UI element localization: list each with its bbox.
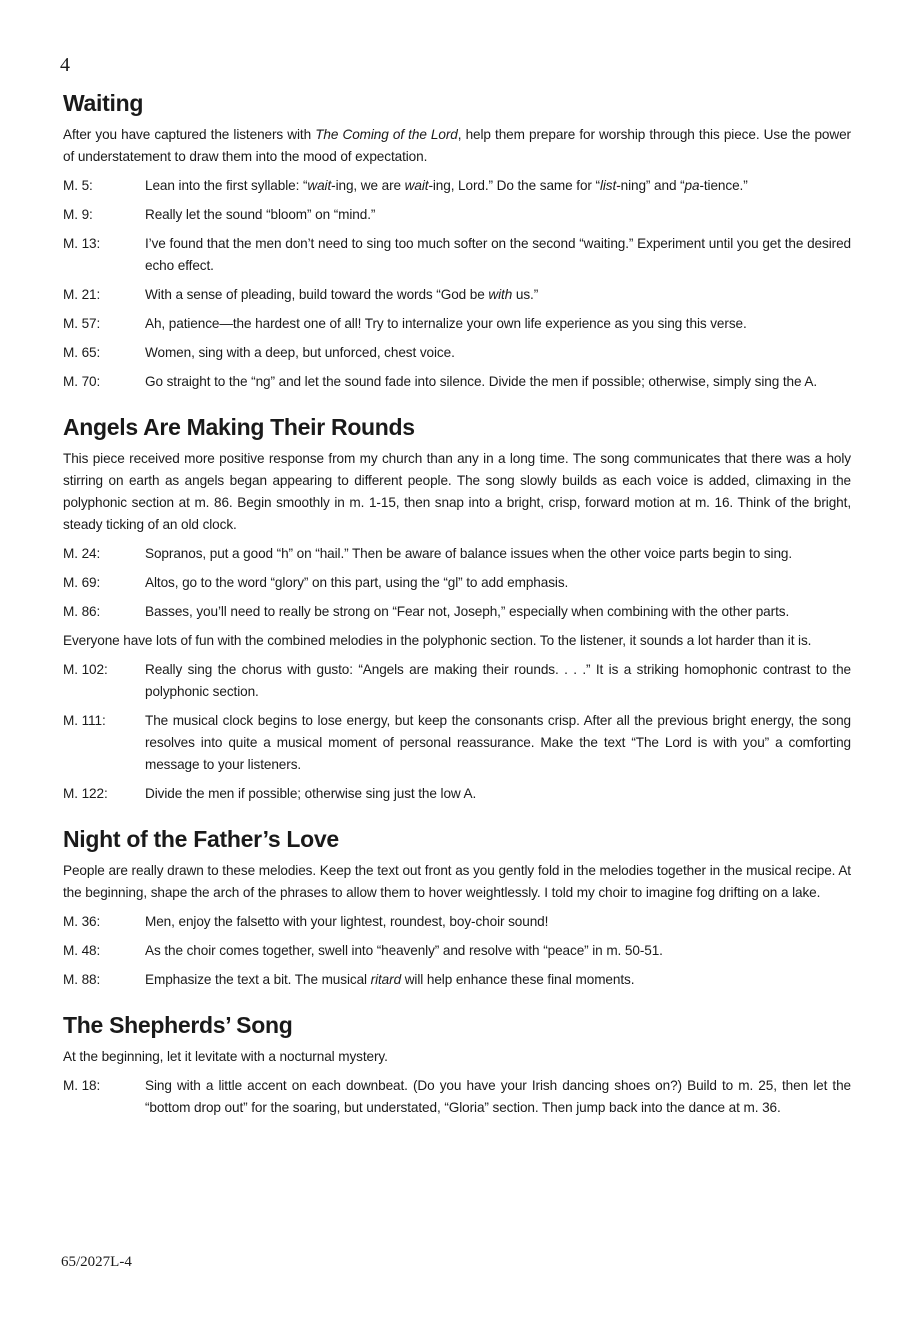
measure-note-text <box>145 284 851 306</box>
measure-note <box>63 175 851 197</box>
measure-note <box>63 371 851 393</box>
text-run: People are really drawn to these melodies. Keep the text out front as you gently fold in the melodies together in the musical recipe. At the beginning, shape the arch of the phrases to allow them to hover weightlessly. I told my choir to imagine fog drifting on a lake. <box>63 863 851 900</box>
measure-label: M. 24: <box>63 546 101 561</box>
measure-label: M. 69: <box>63 575 101 590</box>
text-run: Women, sing with a deep, but unforced, chest voice. <box>145 345 455 360</box>
text-run: -ning” and “ <box>616 178 685 193</box>
measure-note-text <box>145 233 851 277</box>
text-run: , help them prepare for worship through this piece. Use the power of understatement to draw them into the mood of expectation. <box>63 127 851 164</box>
measure-note-text <box>145 601 851 623</box>
measure-note-text <box>145 342 851 364</box>
text-run: Really sing the chorus with gusto: “Angels are making their rounds. . . .” It is a striking homophonic contrast to the polyphonic section. <box>145 662 851 699</box>
measure-note <box>63 233 851 277</box>
measure-note-text <box>145 204 851 226</box>
section-4 <box>63 1010 851 1119</box>
section-1 <box>63 88 851 393</box>
italic-text: wait <box>307 178 332 193</box>
measure-label: M. 88: <box>63 972 101 987</box>
measure-note-text <box>145 1075 851 1119</box>
paragraph <box>63 630 851 652</box>
text-run: -tience.” <box>699 178 748 193</box>
measure-label: M. 111: <box>63 713 106 728</box>
text-run: Lean into the first syllable: “ <box>145 178 308 193</box>
measure-note-text <box>145 783 851 805</box>
measure-label: M. 48: <box>63 943 101 958</box>
text-run: Divide the men if possible; otherwise sing just the low A. <box>145 786 477 801</box>
measure-label: M. 70: <box>63 374 101 389</box>
measure-note <box>63 969 851 991</box>
text-run: As the choir comes together, swell into “heavenly” and resolve with “peace” in m. 50-51. <box>145 943 663 958</box>
measure-note <box>63 284 851 306</box>
measure-note <box>63 313 851 335</box>
section-title: The Shepherds’ Song <box>63 1012 293 1038</box>
text-run: Ah, patience—the hardest one of all! Try to internalize your own life experience as you sing this verse. <box>145 316 747 331</box>
text-run: Everyone have lots of fun with the combined melodies in the polyphonic section. To the listener, it sounds a lot harder than it is. <box>63 633 812 648</box>
italic-text: list <box>599 178 617 193</box>
italic-text: wait <box>404 178 429 193</box>
measure-label: M. 18: <box>63 1078 101 1093</box>
measure-note <box>63 572 851 594</box>
footer-code: 65/2027L-4 <box>61 1254 132 1270</box>
measure-label: M. 86: <box>63 604 101 619</box>
measure-label: M. 36: <box>63 914 101 929</box>
paragraph <box>63 1046 851 1068</box>
italic-text: with <box>488 287 513 302</box>
measure-note-text <box>145 659 851 703</box>
text-run: I’ve found that the men don’t need to sing too much softer on the second “waiting.” Experiment until you get the desired echo effect. <box>145 236 851 273</box>
paragraph <box>63 860 851 904</box>
measure-note-text <box>145 572 851 594</box>
text-run: This piece received more positive response from my church than any in a long time. The song communicates that there was a holy stirring on earth as angels began appearing to different people. The song slowly builds as each voice is added, climaxing in the polyphonic section at m. 86. Begin smoothly in m. 1-15, then snap into a bright, crisp, forward motion at m. 16. Think of the bright, steady ticking of an old clock. <box>63 451 851 532</box>
measure-note <box>63 940 851 962</box>
measure-note-text <box>145 175 851 197</box>
measure-label: M. 21: <box>63 287 101 302</box>
measure-note-text <box>145 969 851 991</box>
measure-label: M. 57: <box>63 316 101 331</box>
text-run: Sing with a little accent on each downbeat. (Do you have your Irish dancing shoes on?) Build to m. 25, then let the “bottom drop out” for the soaring, but understated, “Gloria” section. Then jump back into the dance at m. 36. <box>145 1078 851 1115</box>
text-run: -ing, we are <box>331 178 405 193</box>
measure-label: M. 102: <box>63 662 108 677</box>
measure-label: M. 122: <box>63 786 108 801</box>
section-title: Waiting <box>63 90 144 116</box>
measure-note <box>63 601 851 623</box>
italic-text: pa <box>684 178 700 193</box>
measure-label: M. 9: <box>63 207 93 222</box>
text-run: At the beginning, let it levitate with a nocturnal mystery. <box>63 1049 388 1064</box>
text-run: Really let the sound “bloom” on “mind.” <box>145 207 376 222</box>
section-title: Angels Are Making Their Rounds <box>63 414 415 440</box>
measure-label: M. 13: <box>63 236 101 251</box>
measure-note <box>63 783 851 805</box>
page-number: 4 <box>60 54 70 76</box>
section-2 <box>63 412 851 805</box>
paragraph <box>63 124 851 168</box>
text-run: Go straight to the “ng” and let the sound fade into silence. Divide the men if possible; otherwise, simply sing the A. <box>145 374 818 389</box>
text-run: With a sense of pleading, build toward the words “God be <box>145 287 489 302</box>
text-run: The musical clock begins to lose energy, but keep the consonants crisp. After all the previous bright energy, the song resolves into quite a musical moment of personal reassurance. Make the text “The Lord is with you” a comforting message to your listeners. <box>145 713 851 772</box>
measure-label: M. 5: <box>63 178 93 193</box>
measure-note <box>63 342 851 364</box>
measure-note <box>63 911 851 933</box>
measure-note-text <box>145 371 851 393</box>
measure-note <box>63 659 851 703</box>
measure-note-text <box>145 710 851 776</box>
text-run: After you have captured the listeners with <box>63 127 316 142</box>
measure-note-text <box>145 911 851 933</box>
text-run: Men, enjoy the falsetto with your lightest, roundest, boy-choir sound! <box>145 914 549 929</box>
text-run: -ing, Lord.” Do the same for “ <box>428 178 600 193</box>
section-3 <box>63 824 851 991</box>
measure-note <box>63 543 851 565</box>
measure-note <box>63 1075 851 1119</box>
text-run: Altos, go to the word “glory” on this part, using the “gl” to add emphasis. <box>145 575 569 590</box>
measure-note <box>63 710 851 776</box>
text-run: will help enhance these final moments. <box>401 972 635 987</box>
section-title: Night of the Father’s Love <box>63 826 339 852</box>
document-body <box>63 88 851 1138</box>
measure-note-text <box>145 313 851 335</box>
measure-label: M. 65: <box>63 345 101 360</box>
italic-text: The Coming of the Lord <box>315 127 458 142</box>
text-run: Emphasize the text a bit. The musical <box>145 972 371 987</box>
italic-text: ritard <box>370 972 402 987</box>
measure-note-text <box>145 543 851 565</box>
measure-note-text <box>145 940 851 962</box>
text-run: Basses, you’ll need to really be strong on “Fear not, Joseph,” especially when combining with the other parts. <box>145 604 790 619</box>
text-run: Sopranos, put a good “h” on “hail.” Then be aware of balance issues when the other voice parts begin to sing. <box>145 546 793 561</box>
paragraph <box>63 448 851 536</box>
text-run: us.” <box>512 287 539 302</box>
measure-note <box>63 204 851 226</box>
